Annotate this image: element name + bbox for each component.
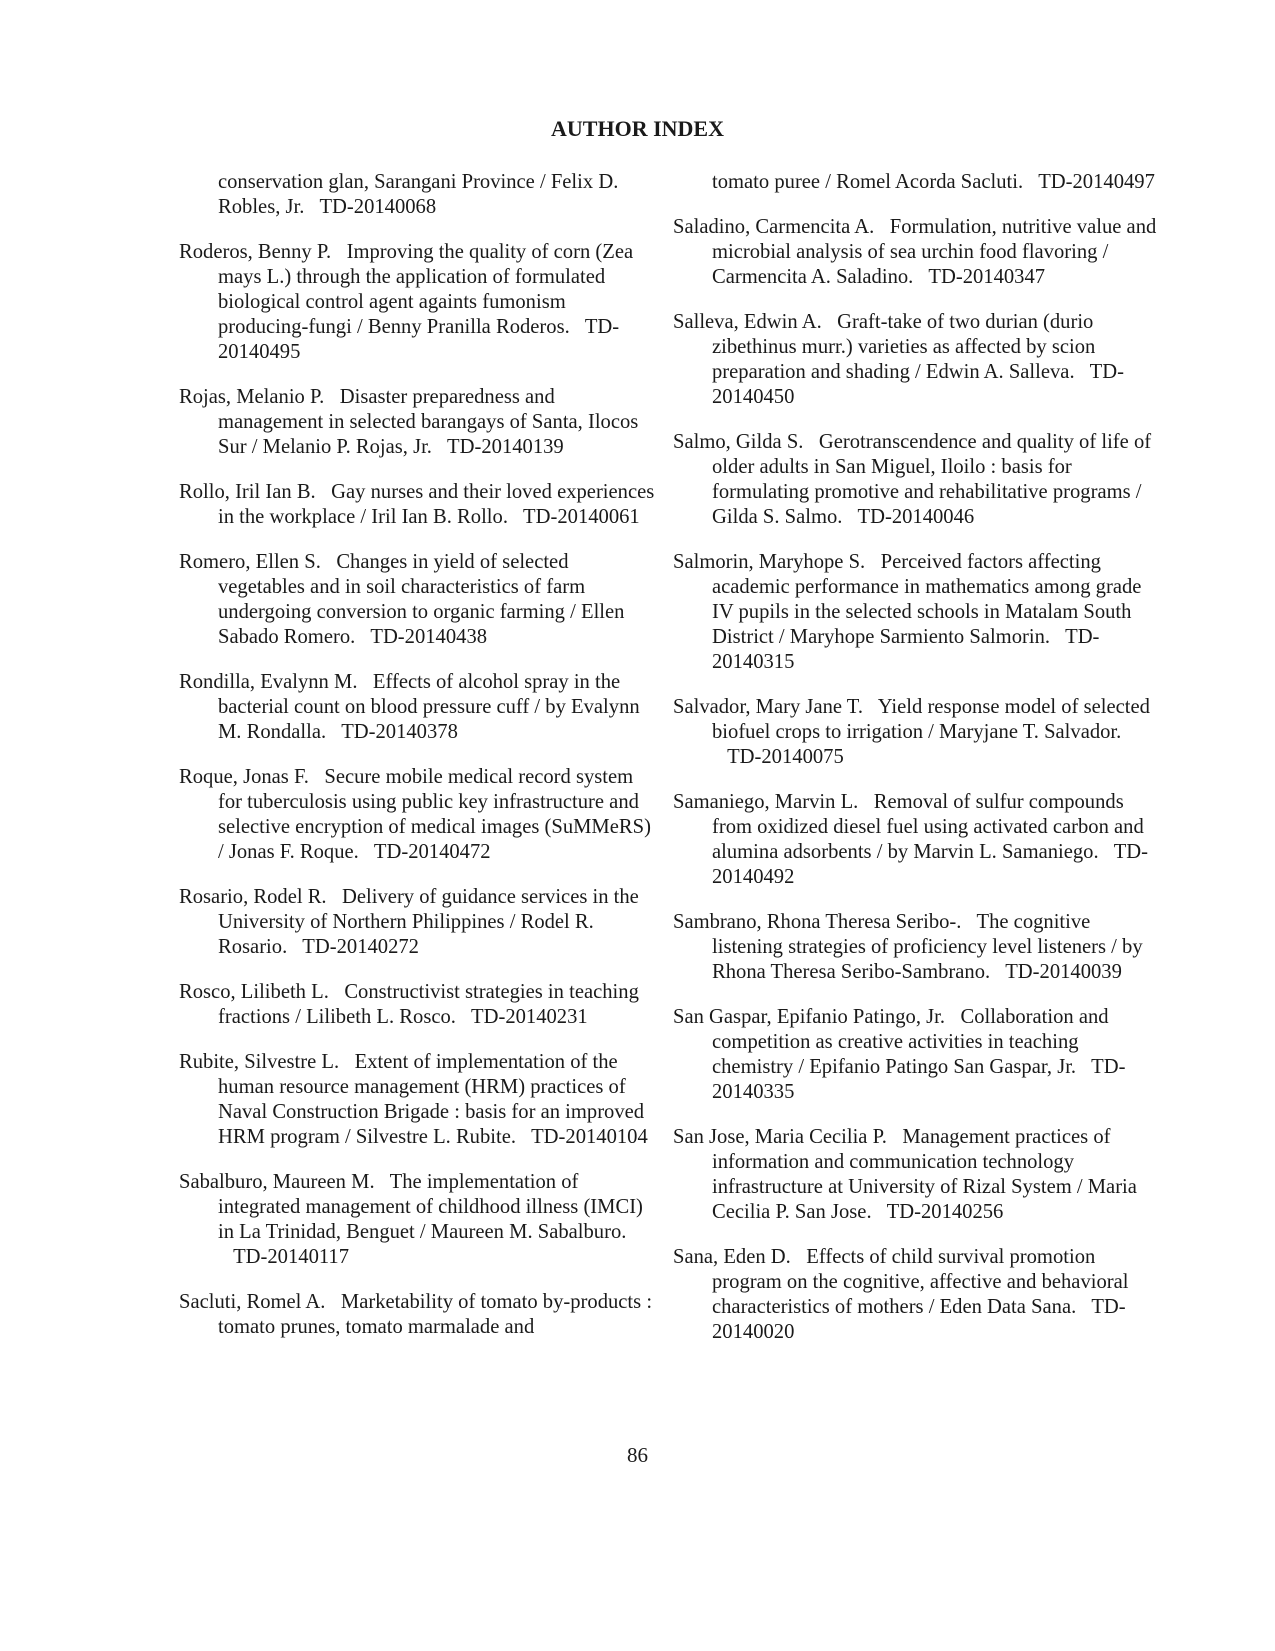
entry-author: Roque, Jonas F.: [179, 766, 309, 788]
index-entry: [179, 980, 657, 1030]
entry-id: TD-20140117: [233, 1246, 349, 1268]
entry-title: Delivery of guidance services in the University of Northern Philippines / Rodel R. Rosario.: [218, 886, 639, 958]
entry-id: TD-20140075: [727, 746, 844, 768]
entry-author: Salmorin, Maryhope S.: [673, 551, 866, 573]
entry-title: Secure mobile medical record system for tuberculosis using public key infrastructure and selective encryption of medical images (SuMMeRS) / Jonas F. Roque.: [218, 766, 651, 863]
entry-title: Removal of sulfur compounds from oxidized diesel fuel using activated carbon and alumina adsorbents / by Marvin L. Samaniego.: [712, 791, 1144, 863]
entry-author: Sambrano, Rhona Theresa Seribo-.: [673, 911, 962, 933]
index-entry: [673, 1125, 1159, 1225]
index-entry: [673, 215, 1159, 290]
right-column: [673, 170, 1159, 1365]
entry-id: TD-20140492: [712, 841, 1149, 888]
entry-author: Rojas, Melanio P.: [179, 386, 325, 408]
entry-title: Perceived factors affecting academic performance in mathematics among grade IV pupils in the selected schools in Matalam South District / Maryhope Sarmiento Salmorin.: [712, 551, 1142, 648]
index-entry: [673, 1245, 1159, 1345]
page-number: 86: [627, 1443, 648, 1467]
entry-title: Marketability of tomato by-products : tomato prunes, tomato marmalade and: [218, 1291, 653, 1338]
entry-title: Constructivist strategies in teaching fractions / Lilibeth L. Rosco.: [218, 981, 639, 1028]
entry-id: TD-20140061: [523, 506, 640, 528]
index-entry: [673, 910, 1159, 985]
entry-title: Effects of alcohol spray in the bacterial count on blood pressure cuff / by Evalynn M. Rondalla.: [218, 671, 640, 743]
index-entry: [179, 765, 657, 865]
entry-id: TD-20140497: [1038, 171, 1155, 193]
index-entry: [673, 430, 1159, 530]
index-entry: [179, 240, 657, 365]
index-entry: [179, 670, 657, 745]
entry-id: TD-20140450: [712, 361, 1124, 408]
index-entry: [179, 170, 657, 220]
entry-title: Improving the quality of corn (Zea mays L.) through the application of formulated biological control agent againts fumonism producing-fungi / Benny Pranilla Roderos.: [218, 241, 634, 338]
entry-author: Sabalburo, Maureen M.: [179, 1171, 375, 1193]
index-entry: [673, 1005, 1159, 1105]
index-entry: [673, 310, 1159, 410]
entry-id: TD-20140256: [886, 1201, 1004, 1223]
entry-title: Graft-take of two durian (durio zibethinus murr.) varieties as affected by scion preparation and shading / Edwin A. Salleva.: [712, 311, 1096, 383]
entry-id: TD-20140068: [319, 196, 437, 218]
entry-author: Sacluti, Romel A.: [179, 1291, 326, 1313]
entry-id: TD-20140046: [857, 506, 975, 528]
entry-id: TD-20140272: [302, 936, 419, 958]
entry-title: Yield response model of selected biofuel crops to irrigation / Maryjane T. Salvador.: [712, 696, 1150, 743]
entry-title: Management practices of information and communication technology infrastructure at University of Rizal System / Maria Cecilia P. San Jose.: [712, 1126, 1137, 1223]
index-entry: [179, 385, 657, 460]
entry-author: San Gaspar, Epifanio Patingo, Jr.: [673, 1006, 946, 1028]
entry-title: Disaster preparedness and management in selected barangays of Santa, Ilocos Sur / Melanio P. Rojas, Jr.: [218, 386, 639, 458]
entry-author: San Jose, Maria Cecilia P.: [673, 1126, 887, 1148]
entry-title: Extent of implementation of the human resource management (HRM) practices of Naval Construction Brigade : basis for an improved HRM program / Silvestre L. Rubite.: [218, 1051, 645, 1148]
index-entry: [179, 550, 657, 650]
entry-id: TD-20140039: [1005, 961, 1122, 983]
entry-author: Salmo, Gilda S.: [673, 431, 804, 453]
entry-id: TD-20140495: [218, 316, 620, 363]
entry-title: conservation glan, Sarangani Province / Felix D. Robles, Jr.: [218, 171, 619, 218]
entry-title: The implementation of integrated management of childhood illness (IMCI) in La Trinidad, Benguet / Maureen M. Sabalburo.: [218, 1171, 643, 1243]
entry-title: Effects of child survival promotion program on the cognitive, affective and behavioral characteristics of mothers / Eden Data Sana.: [712, 1246, 1129, 1318]
entry-author: Rosario, Rodel R.: [179, 886, 327, 908]
entry-author: Rosco, Lilibeth L.: [179, 981, 329, 1003]
entry-id: TD-20140020: [712, 1296, 1126, 1343]
index-entry: [179, 885, 657, 960]
entry-title: The cognitive listening strategies of proficiency level listeners / by Rhona Theresa Seribo-Sambrano.: [712, 911, 1143, 983]
index-entry: [673, 790, 1159, 890]
page-title: AUTHOR INDEX: [551, 116, 724, 141]
entry-title: Formulation, nutritive value and microbial analysis of sea urchin food flavoring / Carmencita A. Saladino.: [712, 216, 1157, 288]
index-entry: [673, 550, 1159, 675]
entry-id: TD-20140104: [531, 1126, 648, 1148]
entry-title: Gay nurses and their loved experiences in the workplace / Iril Ian B. Rollo.: [218, 481, 655, 528]
index-entry: [673, 695, 1159, 770]
entry-title: tomato puree / Romel Acorda Sacluti.: [712, 171, 1024, 193]
entry-id: TD-20140438: [370, 626, 488, 648]
index-entry: [179, 1050, 657, 1150]
entry-author: Roderos, Benny P.: [179, 241, 332, 263]
entry-author: Saladino, Carmencita A.: [673, 216, 875, 238]
entry-author: Rubite, Silvestre L.: [179, 1051, 340, 1073]
index-entry: [673, 170, 1159, 195]
entry-id: TD-20140231: [471, 1006, 588, 1028]
entry-id: TD-20140139: [447, 436, 564, 458]
left-column: [179, 170, 657, 1360]
entry-title: Gerotranscendence and quality of life of older adults in San Miguel, Iloilo : basis for formulating promotive and rehabilitative programs / Gilda S. Salmo.: [712, 431, 1152, 528]
entry-id: TD-20140315: [712, 626, 1100, 673]
entry-author: Rondilla, Evalynn M.: [179, 671, 358, 693]
entry-author: Romero, Ellen S.: [179, 551, 321, 573]
entry-author: Salleva, Edwin A.: [673, 311, 822, 333]
index-entry: [179, 1290, 657, 1340]
index-entry: [179, 480, 657, 530]
entry-author: Samaniego, Marvin L.: [673, 791, 859, 813]
entry-author: Sana, Eden D.: [673, 1246, 791, 1268]
index-entry: [179, 1170, 657, 1270]
entry-author: Rollo, Iril Ian B.: [179, 481, 316, 503]
entry-title: Collaboration and competition as creative activities in teaching chemistry / Epifanio Patingo San Gaspar, Jr.: [712, 1006, 1109, 1078]
entry-id: TD-20140347: [928, 266, 1046, 288]
entry-id: TD-20140335: [712, 1056, 1126, 1103]
entry-id: TD-20140378: [341, 721, 458, 743]
entry-author: Salvador, Mary Jane T.: [673, 696, 863, 718]
entry-title: Changes in yield of selected vegetables and in soil characteristics of farm undergoing conversion to organic farming / Ellen Sabado Romero.: [218, 551, 625, 648]
entry-id: TD-20140472: [373, 841, 491, 863]
